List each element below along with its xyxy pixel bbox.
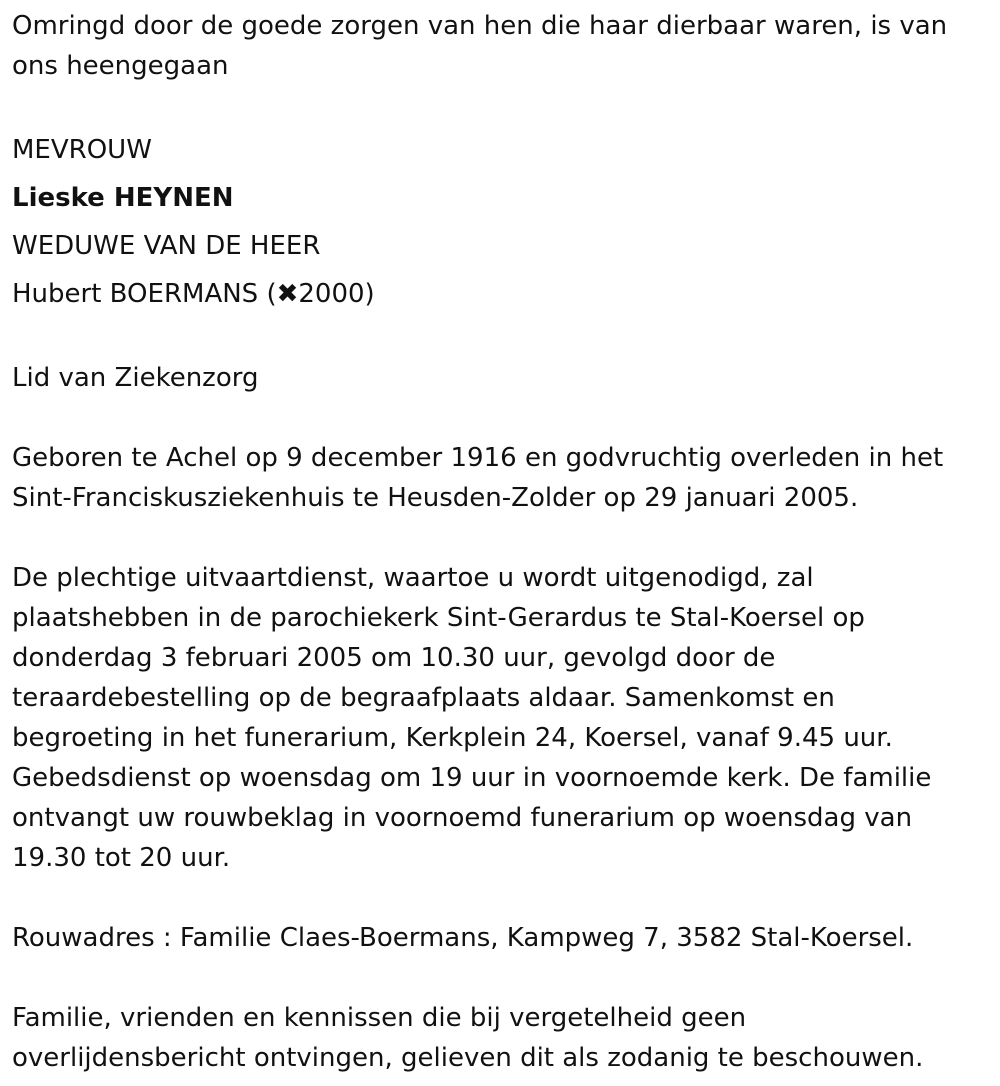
closing-line-1: Familie, vrienden en kennissen die bij vergetelheid geen [12,1003,747,1033]
spacer [12,318,988,358]
mourning-address: Rouwadres : Familie Claes-Boermans, Kampweg 7, 3582 Stal-Koersel. [12,923,914,953]
funeral-line: Gebedsdienst op woensdag om 19 uur in voornoemde kerk. De familie [12,763,932,793]
spacer [12,518,988,558]
funeral-line: De plechtige uitvaartdienst, waartoe u wordt uitgenodigd, zal [12,563,814,593]
person-block [12,126,988,318]
spacer [12,958,988,998]
membership [12,358,988,398]
funeral-line: plaatshebben in de parochiekerk Sint-Gerardus te Stal-Koersel op [12,603,865,633]
person-spouse: Hubert BOERMANS (✖2000) [12,279,375,309]
birth-death-line-1: Geboren te Achel op 9 december 1916 en godvruchtig overleden in het [12,443,944,473]
closing-paragraph [12,998,988,1078]
spacer [12,878,988,918]
funeral-line: begroeting in het funerarium, Kerkplein 24, Koersel, vanaf 9.45 uur. [12,723,893,753]
membership-text: Lid van Ziekenzorg [12,363,259,393]
funeral-line: donderdag 3 februari 2005 om 10.30 uur, gevolgd door de [12,643,776,673]
address-paragraph [12,918,988,958]
funeral-paragraph [12,558,988,878]
intro-line-2: ons heengegaan [12,51,229,81]
funeral-line: teraardebestelling op de begraafplaats aldaar. Samenkomst en [12,683,835,713]
spacer [12,86,988,126]
closing-line-2: overlijdensbericht ontvingen, gelieven dit als zodanig te beschouwen. [12,1043,924,1073]
intro-paragraph [12,6,988,86]
funeral-line: ontvangt uw rouwbeklag in voornoemd funerarium op woensdag van [12,803,913,833]
person-title: MEVROUW [12,135,152,165]
birth-death-paragraph [12,438,988,518]
intro-line-1: Omringd door de goede zorgen van hen die haar dierbaar waren, is van [12,11,948,41]
person-relation: WEDUWE VAN DE HEER [12,231,321,261]
birth-death-line-2: Sint-Franciskusziekenhuis te Heusden-Zolder op 29 januari 2005. [12,483,859,513]
funeral-line: 19.30 tot 20 uur. [12,843,231,873]
spacer [12,398,988,438]
person-name: Lieske HEYNEN [12,183,234,213]
